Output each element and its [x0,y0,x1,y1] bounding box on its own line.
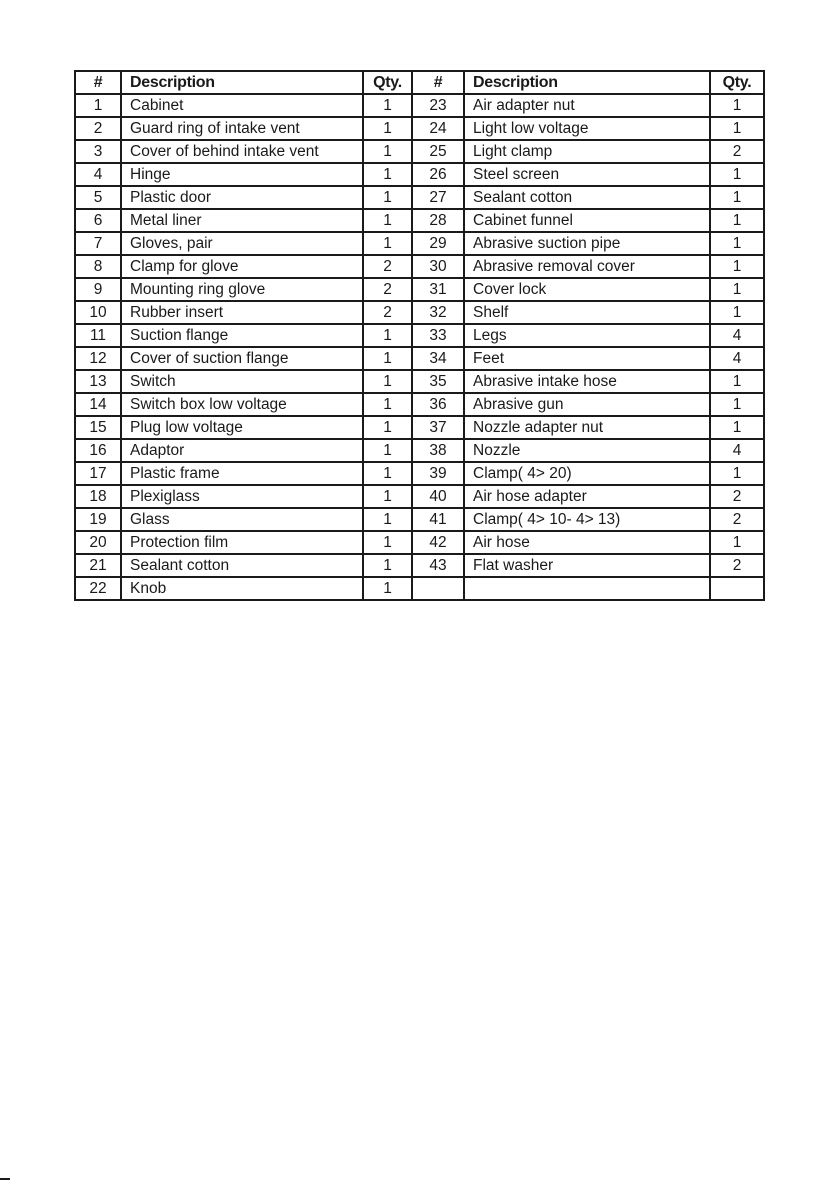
part-description-left: Clamp for glove [121,255,363,278]
part-number-left: 3 [75,140,121,163]
part-description-right: Air hose [464,531,710,554]
part-description-left: Guard ring of intake vent [121,117,363,140]
part-quantity-right: 1 [710,462,764,485]
part-description-right: Cover lock [464,278,710,301]
part-description-left: Sealant cotton [121,554,363,577]
part-quantity-right: 1 [710,301,764,324]
part-number-left: 16 [75,439,121,462]
part-number-left: 7 [75,232,121,255]
part-quantity-left: 1 [363,416,412,439]
table-row [75,94,764,117]
table-row [75,140,764,163]
part-description-left: Cover of suction flange [121,347,363,370]
header-quantity-left: Qty. [363,71,412,94]
table-row [75,393,764,416]
part-quantity-left: 2 [363,255,412,278]
part-quantity-right: 1 [710,232,764,255]
part-quantity-right: 1 [710,117,764,140]
part-description-right: Clamp( 4> 20) [464,462,710,485]
part-description-right: Abrasive removal cover [464,255,710,278]
part-number-left: 14 [75,393,121,416]
part-number-left: 19 [75,508,121,531]
header-description-right: Description [464,71,710,94]
part-description-left: Gloves, pair [121,232,363,255]
part-description-right: Feet [464,347,710,370]
part-number-left: 9 [75,278,121,301]
part-quantity-right: 1 [710,416,764,439]
part-number-right: 30 [412,255,464,278]
part-quantity-right: 1 [710,163,764,186]
part-description-left: Glass [121,508,363,531]
part-description-right: Abrasive intake hose [464,370,710,393]
part-number-right: 23 [412,94,464,117]
part-number-left: 18 [75,485,121,508]
part-description-left: Hinge [121,163,363,186]
header-quantity-right: Qty. [710,71,764,94]
part-number-right: 32 [412,301,464,324]
part-quantity-right: 1 [710,255,764,278]
part-quantity-left: 1 [363,393,412,416]
table-row [75,577,764,600]
part-number-right: 35 [412,370,464,393]
part-description-left: Plexiglass [121,485,363,508]
part-description-left: Adaptor [121,439,363,462]
table-body [75,94,764,600]
part-description-left: Plastic door [121,186,363,209]
part-number-right: 43 [412,554,464,577]
header-row [75,71,764,94]
part-number-left: 6 [75,209,121,232]
part-quantity-left: 1 [363,232,412,255]
part-quantity-left: 2 [363,301,412,324]
part-description-right: Legs [464,324,710,347]
part-quantity-left: 1 [363,209,412,232]
part-quantity-left: 1 [363,508,412,531]
part-number-right: 41 [412,508,464,531]
page-edge-mark [0,1178,10,1180]
part-description-right: Abrasive suction pipe [464,232,710,255]
part-quantity-left: 1 [363,439,412,462]
part-description-left: Plastic frame [121,462,363,485]
part-description-left: Protection film [121,531,363,554]
part-number-left: 21 [75,554,121,577]
part-description-left: Knob [121,577,363,600]
part-quantity-right: 2 [710,554,764,577]
part-description-left: Rubber insert [121,301,363,324]
part-quantity-left: 1 [363,577,412,600]
part-number-right: 27 [412,186,464,209]
part-quantity-right [710,577,764,600]
part-number-left: 11 [75,324,121,347]
part-number-right: 40 [412,485,464,508]
part-number-right: 24 [412,117,464,140]
part-description-right [464,577,710,600]
part-quantity-left: 1 [363,163,412,186]
part-quantity-left: 1 [363,531,412,554]
part-quantity-left: 1 [363,140,412,163]
table-row [75,163,764,186]
header-number-left: # [75,71,121,94]
part-number-right: 33 [412,324,464,347]
table-row [75,508,764,531]
part-quantity-right: 4 [710,439,764,462]
table-row [75,209,764,232]
table-row [75,439,764,462]
part-number-right: 26 [412,163,464,186]
part-quantity-left: 1 [363,94,412,117]
part-quantity-left: 1 [363,462,412,485]
part-quantity-right: 4 [710,324,764,347]
part-description-left: Switch box low voltage [121,393,363,416]
part-description-right: Clamp( 4> 10- 4> 13) [464,508,710,531]
table-row [75,117,764,140]
part-description-right: Nozzle adapter nut [464,416,710,439]
part-description-right: Shelf [464,301,710,324]
table-row [75,324,764,347]
parts-list-table [74,70,765,601]
part-description-right: Abrasive gun [464,393,710,416]
part-number-left: 13 [75,370,121,393]
part-description-right: Steel screen [464,163,710,186]
part-quantity-right: 2 [710,140,764,163]
part-number-right: 28 [412,209,464,232]
table-row [75,278,764,301]
part-description-right: Light clamp [464,140,710,163]
table-row [75,531,764,554]
part-number-left: 8 [75,255,121,278]
part-quantity-left: 1 [363,117,412,140]
part-number-right: 39 [412,462,464,485]
part-description-left: Plug low voltage [121,416,363,439]
header-number-right: # [412,71,464,94]
part-quantity-left: 1 [363,554,412,577]
part-description-left: Mounting ring glove [121,278,363,301]
part-quantity-left: 1 [363,347,412,370]
part-description-left: Suction flange [121,324,363,347]
part-number-right: 29 [412,232,464,255]
table-row [75,255,764,278]
part-number-left: 20 [75,531,121,554]
part-quantity-right: 2 [710,508,764,531]
table-header [75,71,764,94]
part-description-right: Cabinet funnel [464,209,710,232]
part-quantity-right: 1 [710,393,764,416]
table-row [75,554,764,577]
part-quantity-right: 2 [710,485,764,508]
part-quantity-right: 1 [710,186,764,209]
part-number-right: 38 [412,439,464,462]
part-number-left: 22 [75,577,121,600]
part-description-right: Light low voltage [464,117,710,140]
part-description-right: Air hose adapter [464,485,710,508]
part-number-right: 34 [412,347,464,370]
part-quantity-left: 1 [363,186,412,209]
part-number-right: 36 [412,393,464,416]
part-number-left: 17 [75,462,121,485]
part-description-left: Metal liner [121,209,363,232]
part-quantity-right: 1 [710,278,764,301]
table-row [75,347,764,370]
part-quantity-right: 1 [710,209,764,232]
part-number-left: 15 [75,416,121,439]
part-description-right: Nozzle [464,439,710,462]
table-row [75,232,764,255]
part-quantity-left: 1 [363,485,412,508]
part-number-right: 37 [412,416,464,439]
part-quantity-right: 1 [710,94,764,117]
part-number-left: 1 [75,94,121,117]
part-quantity-right: 1 [710,531,764,554]
part-quantity-left: 2 [363,278,412,301]
part-number-left: 4 [75,163,121,186]
part-description-left: Switch [121,370,363,393]
table-row [75,416,764,439]
part-quantity-left: 1 [363,324,412,347]
part-description-right: Sealant cotton [464,186,710,209]
part-description-left: Cabinet [121,94,363,117]
part-number-right: 42 [412,531,464,554]
part-number-left: 10 [75,301,121,324]
part-number-right [412,577,464,600]
part-quantity-right: 4 [710,347,764,370]
part-number-left: 2 [75,117,121,140]
table-row [75,462,764,485]
part-description-right: Air adapter nut [464,94,710,117]
header-description-left: Description [121,71,363,94]
part-description-left: Cover of behind intake vent [121,140,363,163]
table-row [75,370,764,393]
table-row [75,301,764,324]
part-quantity-left: 1 [363,370,412,393]
table-row [75,186,764,209]
part-number-left: 12 [75,347,121,370]
part-description-right: Flat washer [464,554,710,577]
part-quantity-right: 1 [710,370,764,393]
part-number-left: 5 [75,186,121,209]
table-row [75,485,764,508]
part-number-right: 25 [412,140,464,163]
part-number-right: 31 [412,278,464,301]
